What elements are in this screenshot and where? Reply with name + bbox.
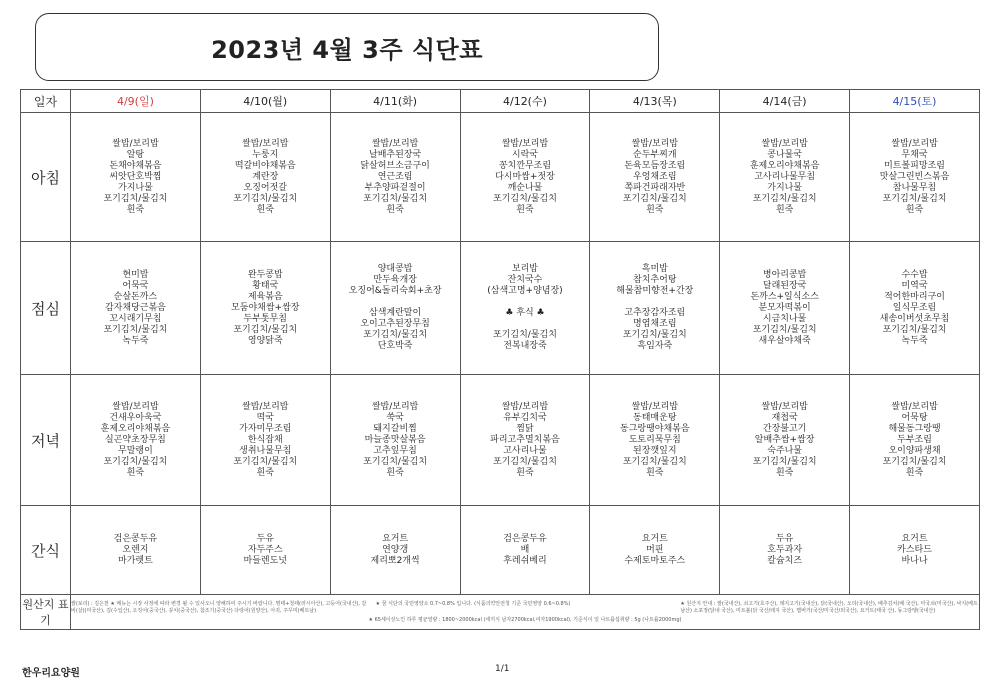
snack-row bbox=[21, 506, 980, 595]
menu-cell: 보리밥 잔치국수 (삼색고명+양념장) ♣ 후식 ♣ 포기김치/물김치 전복내장죽 bbox=[460, 242, 590, 375]
origin-row bbox=[21, 595, 980, 630]
menu-cell: 수수밥 미역국 적어한마리구이 일식무조림 새송이버섯초무침 포기김치/물김치 녹두죽 bbox=[850, 242, 980, 375]
menu-cell: 쌀밥/보리밥 날배추된장국 닭살허브소금구이 연근조림 부추양파겉절이 포기김치/물김치 흰죽 bbox=[330, 113, 460, 242]
page-title: 2023년 4월 3주 식단표 bbox=[211, 35, 483, 64]
title-box bbox=[35, 13, 659, 81]
origin-note-calorie: ★ 65세이상노인 하루 평균열량 : 1800~2000kcal (세끼식 남자2700kcal,여자1900kcal), 기준식이 일 나트륨섭취량 : 5g (나트륨2000mg) bbox=[368, 616, 682, 623]
menu-cell: 검은콩두유 배 후레쉬베리 bbox=[460, 506, 590, 595]
menu-cell: 쌀밥/보리밥 무채국 미트볼피망조림 맛살그린빈스볶음 참나물무침 포기김치/물김치 흰죽 bbox=[850, 113, 980, 242]
origin-notes bbox=[71, 595, 980, 630]
menu-cell: 쌀밥/보리밥 쑥국 돼지갈비찜 마늘종맛살볶음 고추잎무침 포기김치/물김치 흰죽 bbox=[330, 375, 460, 506]
day-header-tue: 4/11(화) bbox=[330, 90, 460, 113]
menu-cell: 쌀밥/보리밥 콩나물국 훈제오리야채볶음 고사리나물무침 가지나물 포기김치/물김치 흰죽 bbox=[720, 113, 850, 242]
meal-label-snack: 간식 bbox=[21, 506, 71, 595]
lunch-row bbox=[21, 242, 980, 375]
dinner-row bbox=[21, 375, 980, 506]
day-header-sat: 4/15(토) bbox=[850, 90, 980, 113]
menu-cell: 쌀밥/보리밥 시락국 꽁치깐무조림 다시마쌈+젓장 깨순나물 포기김치/물김치 흰죽 bbox=[460, 113, 590, 242]
origin-note-2: ★ 꿈 식단의 국민영양소 0.7~0.8% 입니다. (식품의약안전청 기준 국민영양 0.6~0.8%) bbox=[375, 600, 571, 607]
header-row bbox=[21, 90, 980, 113]
breakfast-row bbox=[21, 113, 980, 242]
menu-cell: 두유 자두주스 마들렌도넛 bbox=[200, 506, 330, 595]
menu-cell: 현미밥 어묵국 순살돈까스 감자채당근볶음 꼬시래기무침 포기김치/물김치 녹두죽 bbox=[71, 242, 201, 375]
origin-label: 원산지 표기 bbox=[21, 595, 71, 630]
menu-cell: 쌀밥/보리밥 순두부찌개 돈육모듬장조림 우엉채조림 쪽파건파래자반 포기김치/물김치 흰죽 bbox=[590, 113, 720, 242]
menu-cell: 쌀밥/보리밥 어묵탕 해물동그랑땡 두부조림 오이양파생채 포기김치/물김치 흰죽 bbox=[850, 375, 980, 506]
origin-note-1: 쌀(보리) : 김은천 ★ 메뉴는 시장 사정에 따라 변경 될 수 있사오니 양해하여 주시기 바랍니다. 명태+청태(러시아산), 고등어(국내산), 갈비(살)(미국산), 김(수입산), 오징어(중국산), 꽁치(중국산), 참조기(중국산) 다랑어(원양산), 아귀, 주꾸미(베트남) bbox=[71, 600, 367, 614]
organization-name: 한우리요양원 bbox=[22, 668, 80, 679]
menu-cell: 요거트 머핀 수제토마토주스 bbox=[590, 506, 720, 595]
meal-label-dinner: 저녁 bbox=[21, 375, 71, 506]
day-header-sun: 4/9(일) bbox=[71, 90, 201, 113]
day-header-mon: 4/10(월) bbox=[200, 90, 330, 113]
menu-cell: 두유 호두과자 칼슘치즈 bbox=[720, 506, 850, 595]
day-header-fri: 4/14(금) bbox=[720, 90, 850, 113]
menu-cell: 쌀밥/보리밥 누룽지 떡갈비야채볶음 계란장 오징어젓갈 포기김치/물김치 흰죽 bbox=[200, 113, 330, 242]
menu-cell: 완두콩밥 황태국 제육볶음 모둠야채쌈+쌈장 두부톳무침 포기김치/물김치 영양닭죽 bbox=[200, 242, 330, 375]
meal-label-lunch: 점심 bbox=[21, 242, 71, 375]
menu-cell: 요거트 카스타드 바나나 bbox=[850, 506, 980, 595]
menu-cell: 쌀밥/보리밥 건새우아욱국 훈제오리야채볶음 실곤약초장무침 무말랭이 포기김치/물김치 흰죽 bbox=[71, 375, 201, 506]
menu-cell: 병아리콩밥 달래된장국 돈까스+일식소스 분모자떡볶이 시금치나물 포기김치/물김치 새우살야채죽 bbox=[720, 242, 850, 375]
menu-cell: 흑미밥 참치추어탕 해물참미향전+간장 고추장감자조림 명엽채조림 포기김치/물김치 흑임자죽 bbox=[590, 242, 720, 375]
menu-cell: 요거트 연양갱 제리뽀2개씩 bbox=[330, 506, 460, 595]
menu-cell: 양대콩밥 만두육개장 오징어&돌리숙회+초장 삼색계란말이 오이고추된장무침 포기김치/물김치 단호박죽 bbox=[330, 242, 460, 375]
menu-cell: 쌀밥/보리밥 동태매운탕 동그랑땡야채볶음 도토리묵무침 된장깻잎지 포기김치/물김치 흰죽 bbox=[590, 375, 720, 506]
menu-cell: 쌀밥/보리밥 알탕 돈채야채볶음 씨앗단호박찜 가지나물 포기김치/물김치 흰죽 bbox=[71, 113, 201, 242]
menu-cell: 쌀밥/보리밥 재첩국 간장불고기 알배추쌈+쌈장 숙주나물 포기김치/물김치 흰죽 bbox=[720, 375, 850, 506]
menu-cell: 쌀밥/보리밥 유부김치국 찜닭 파리고추멸치볶음 고사리나물 포기김치/물김치 흰죽 bbox=[460, 375, 590, 506]
day-header-thu: 4/13(목) bbox=[590, 90, 720, 113]
menu-cell: 검은콩두유 오렌지 마가렛트 bbox=[71, 506, 201, 595]
menu-cell: 쌀밥/보리밥 떡국 가자미무조림 한식잡채 생취나물무침 포기김치/물김치 흰죽 bbox=[200, 375, 330, 506]
origin-note-3: ★ 원산지 안내 : 쌀(국내산), 쇠고기(호주산), 돼지고기(국내산), 닭(국내산), 오리(국내산), 배추김치(배 국산), 미국쇠(미국산), 낙지(베트남산) 소포장(닭내 국산), 미트볼(닭 국산/돼지 국산), 햄버거(국산/미국산/외국산), 요거트(태국 산), 동그랑땡(국내산) bbox=[680, 600, 978, 614]
date-header-label: 일자 bbox=[21, 90, 71, 113]
meal-label-breakfast: 아침 bbox=[21, 113, 71, 242]
meal-plan-table bbox=[20, 89, 980, 630]
page-number: 1/1 bbox=[495, 664, 510, 674]
day-header-wed: 4/12(수) bbox=[460, 90, 590, 113]
